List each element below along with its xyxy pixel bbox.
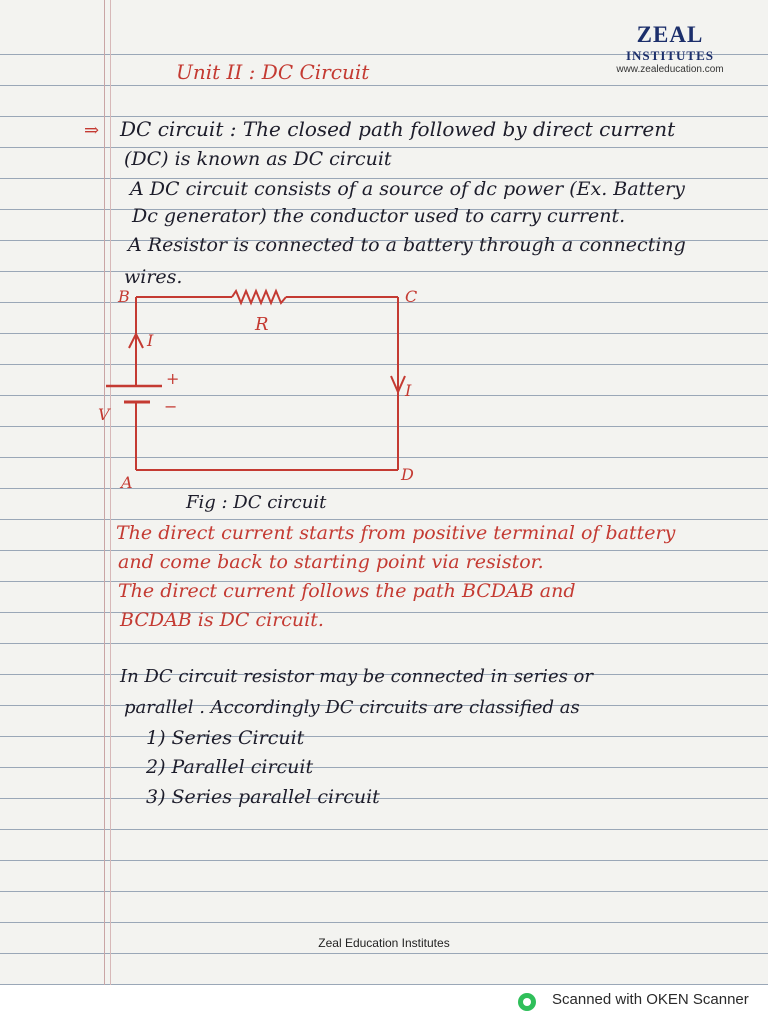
classification-intro: In DC circuit resistor may be connected in series or [120,666,593,687]
definition-line: DC circuit : The closed path followed by direct current [120,117,676,141]
voltage-label: V [98,405,110,424]
classification-item: 3) Series parallel circuit [146,786,380,808]
classification-intro: parallel . Accordingly DC circuits are classified as [124,697,580,718]
node-label-b: B [118,287,130,306]
logo-subtitle: INSTITUTES [625,48,715,63]
explanation-line: and come back to starting point via resistor. [118,551,544,573]
current-label-right: I [405,381,412,400]
logo-name: ZEAL [636,22,704,47]
explanation-line: BCDAB is DC circuit. [120,609,324,631]
oken-scanner-icon [517,992,537,1012]
current-label-left: I [147,331,154,350]
explanation-line: The direct current starts from positive terminal of battery [116,522,676,544]
footer-text: Zeal Education Institutes [318,936,450,950]
node-label-c: C [405,287,418,306]
explanation-line: The direct current follows the path BCDAB and [118,580,576,602]
positive-terminal-label: + [166,369,180,388]
unit-heading: Unit II : DC Circuit [176,60,370,84]
arrow-marker: ⇒ [84,120,100,141]
resistor-label: R [255,314,269,335]
figure-caption: Fig : DC circuit [186,492,327,513]
classification-item: 2) Parallel circuit [146,756,314,778]
scanner-watermark-text: Scanned with OKEN Scanner [552,991,749,1008]
definition-line: Dc generator) the conductor used to carry current. [132,205,626,227]
resistor-symbol [232,291,286,303]
negative-terminal-label: − [164,397,178,416]
classification-item: 1) Series Circuit [146,727,305,749]
node-label-d: D [401,465,414,484]
definition-line: A Resistor is connected to a battery through a connecting [128,234,686,256]
definition-line: wires. [124,266,183,288]
definition-line: (DC) is known as DC circuit [124,148,392,170]
logo-url: www.zealeducation.com [616,64,724,75]
node-label-a: A [121,473,133,492]
definition-line: A DC circuit consists of a source of dc power (Ex. Battery [130,178,685,200]
